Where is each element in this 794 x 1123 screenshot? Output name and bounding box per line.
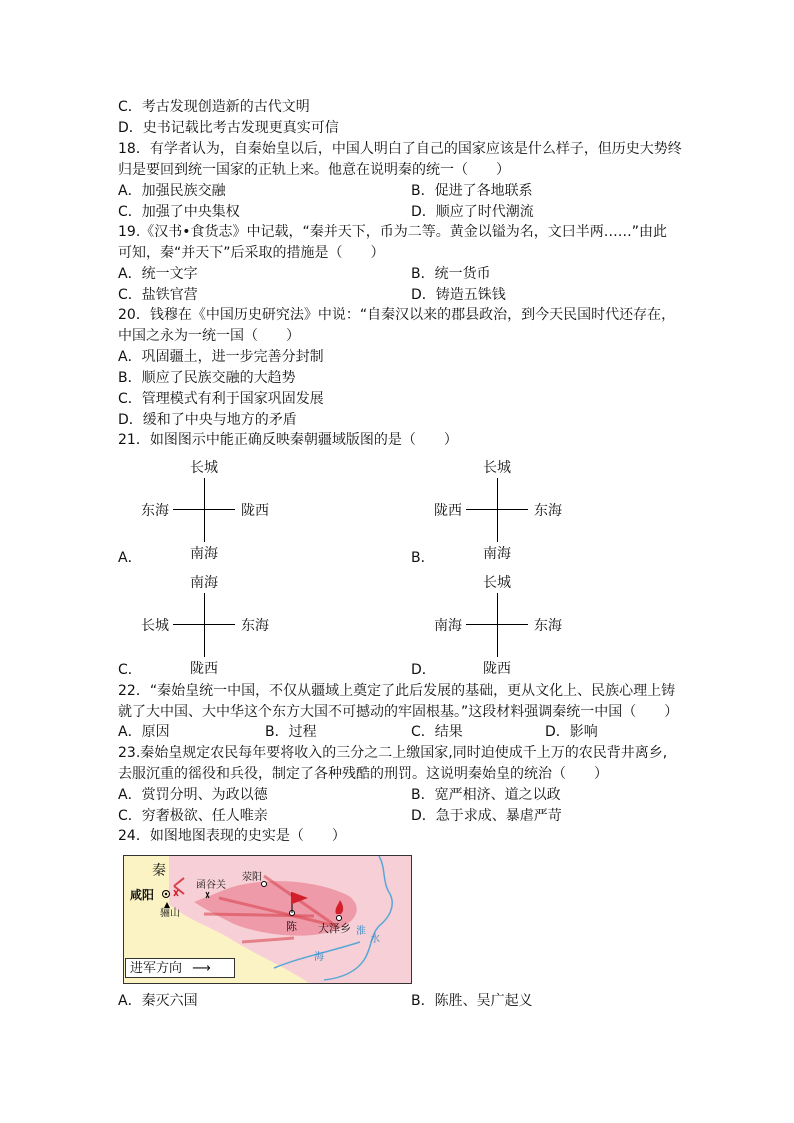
q23-stem-line1: 23.秦始皇规定农民每年要将收入的三分之二上缴国家,同时迫使成千上万的农民背井离乡, xyxy=(118,745,668,761)
compass-bottom-label: 陇西 xyxy=(483,661,511,677)
q19-stem-line1: 19.《汉书•食货志》中记载，“秦并天下，币为二等。黄金以镒为名，文曰半两……”由此 xyxy=(118,224,668,240)
compass-horizontal-line xyxy=(173,509,235,510)
q21-option-d-letter[interactable]: D． xyxy=(411,662,436,678)
q17-option-c[interactable]: C．考古发现创造新的古代文明 xyxy=(118,99,310,115)
q21-option-a-letter[interactable]: A． xyxy=(118,550,142,566)
map-label-hai: 海 xyxy=(314,952,324,963)
q18-option-a[interactable]: A．加强民族交融 xyxy=(118,183,226,199)
compass-bottom-label: 南海 xyxy=(483,546,511,562)
q21-diagram-a xyxy=(115,458,295,568)
compass-top-label: 南海 xyxy=(190,575,218,591)
compass-top-label: 长城 xyxy=(190,460,218,476)
q20-option-b[interactable]: B．顺应了民族交融的大趋势 xyxy=(118,370,296,386)
compass-horizontal-line xyxy=(173,624,235,625)
map-label-qin: 秦 xyxy=(152,863,166,879)
q23-option-c[interactable]: C．穷奢极欲、任人唯亲 xyxy=(118,808,268,824)
compass-left-label: 南海 xyxy=(434,618,462,634)
compass-right-label: 东海 xyxy=(534,618,562,634)
map-label-xingyang: 荥阳 xyxy=(242,872,262,883)
compass-left-label: 长城 xyxy=(141,618,169,634)
q22-stem-line2: 就了大中国、大中华这个东方大国不可撼动的牢固根基。”这段材料强调秦统一中国（ ） xyxy=(118,704,679,720)
map-legend xyxy=(125,958,235,978)
q22-option-d[interactable]: D．影响 xyxy=(545,724,598,740)
q23-option-a[interactable]: A．赏罚分明、为政以德 xyxy=(118,787,268,803)
map-label-lishan: 骊山 xyxy=(160,908,180,919)
q24-option-a[interactable]: A．秦灭六国 xyxy=(118,993,198,1009)
compass-bottom-label: 南海 xyxy=(190,546,218,562)
q20-option-c[interactable]: C．管理模式有利于国家巩固发展 xyxy=(118,391,324,407)
q20-stem-line1: 20．钱穆在《中国历史研究法》中说：“自秦汉以来的郡县政治，到今天民国时代还存在， xyxy=(118,307,676,323)
compass-top-label: 长城 xyxy=(483,460,511,476)
q20-option-d[interactable]: D．缓和了中央与地方的矛盾 xyxy=(118,412,297,428)
arrow-right-icon: ⟶ xyxy=(192,961,211,976)
q17-option-d[interactable]: D．史书记载比考古发现更真实可信 xyxy=(118,120,339,136)
q22-option-a[interactable]: A．原因 xyxy=(118,724,170,740)
compass-left-label: 东海 xyxy=(141,503,169,519)
q19-option-b[interactable]: B．统一货币 xyxy=(411,266,491,282)
compass-horizontal-line xyxy=(466,509,528,510)
q23-stem-line2: 去服沉重的徭役和兵役，制定了各种残酷的刑罚。这说明秦始皇的统治（ ） xyxy=(118,766,608,782)
q21-stem: 21．如图图示中能正确反映秦朝疆域版图的是（ ） xyxy=(118,432,458,448)
map-label-chen: 陈 xyxy=(286,920,297,933)
compass-right-label: 陇西 xyxy=(241,503,269,519)
compass-vertical-line xyxy=(497,593,498,657)
q19-option-a[interactable]: A．统一文字 xyxy=(118,266,198,282)
compass-vertical-line xyxy=(497,478,498,542)
q19-stem-line2: 可知，秦“并天下”后采取的措施是（ ） xyxy=(118,245,385,261)
q21-diagram-c xyxy=(115,573,295,683)
q20-stem-line2: 中国之永为一统一国（ ） xyxy=(118,328,300,344)
q24-stem: 24．如图地图表现的史实是（ ） xyxy=(118,828,346,844)
compass-bottom-label: 陇西 xyxy=(190,661,218,677)
q18-option-c[interactable]: C．加强了中央集权 xyxy=(118,204,240,220)
q21-option-b-letter[interactable]: B． xyxy=(411,550,435,566)
compass-vertical-line xyxy=(204,478,205,542)
compass-vertical-line xyxy=(204,593,205,657)
compass-left-label: 陇西 xyxy=(434,503,462,519)
q18-stem-line2: 归是要回到统一国家的正轨上来。他意在说明秦的统一（ ） xyxy=(118,162,510,178)
q24-option-b[interactable]: B．陈胜、吴广起义 xyxy=(411,993,533,1009)
q22-option-c[interactable]: C．结果 xyxy=(411,724,463,740)
map-label-xianyang: 咸阳 xyxy=(130,888,155,902)
compass-horizontal-line xyxy=(466,624,528,625)
map-label-shui: 水 xyxy=(370,934,380,945)
q18-stem-line1: 18．有学者认为，自秦始皇以后，中国人明白了自己的国家应该是什么样子，但历史大势终 xyxy=(118,141,682,157)
q18-option-d[interactable]: D．顺应了时代潮流 xyxy=(411,204,534,220)
q19-option-c[interactable]: C．盐铁官营 xyxy=(118,287,198,303)
q23-option-d[interactable]: D．急于求成、暴虐严苛 xyxy=(411,808,562,824)
q22-option-b[interactable]: B．过程 xyxy=(265,724,317,740)
q21-diagram-b xyxy=(408,458,588,568)
q20-option-a[interactable]: A．巩固疆土，进一步完善分封制 xyxy=(118,349,324,365)
q21-diagram-d xyxy=(408,573,588,683)
compass-top-label: 长城 xyxy=(483,575,511,591)
map-label-hangu: 函谷关 xyxy=(196,880,226,891)
compass-right-label: 东海 xyxy=(241,618,269,634)
q18-option-b[interactable]: B．促进了各地联系 xyxy=(411,183,533,199)
map-label-dazexiang: 大泽乡 xyxy=(318,922,351,935)
map-legend-label: 进军方向 xyxy=(130,961,183,976)
q21-option-c-letter[interactable]: C． xyxy=(118,662,142,678)
q19-option-d[interactable]: D．铸造五铢钱 xyxy=(411,287,506,303)
compass-right-label: 东海 xyxy=(534,503,562,519)
q22-stem-line1: 22．“秦始皇统一中国，不仅从疆域上奠定了此后发展的基础，更从文化上、民族心理上铸 xyxy=(118,683,676,699)
q23-option-b[interactable]: B．宽严相济、道之以政 xyxy=(411,787,561,803)
map-label-huai: 淮 xyxy=(356,926,366,937)
